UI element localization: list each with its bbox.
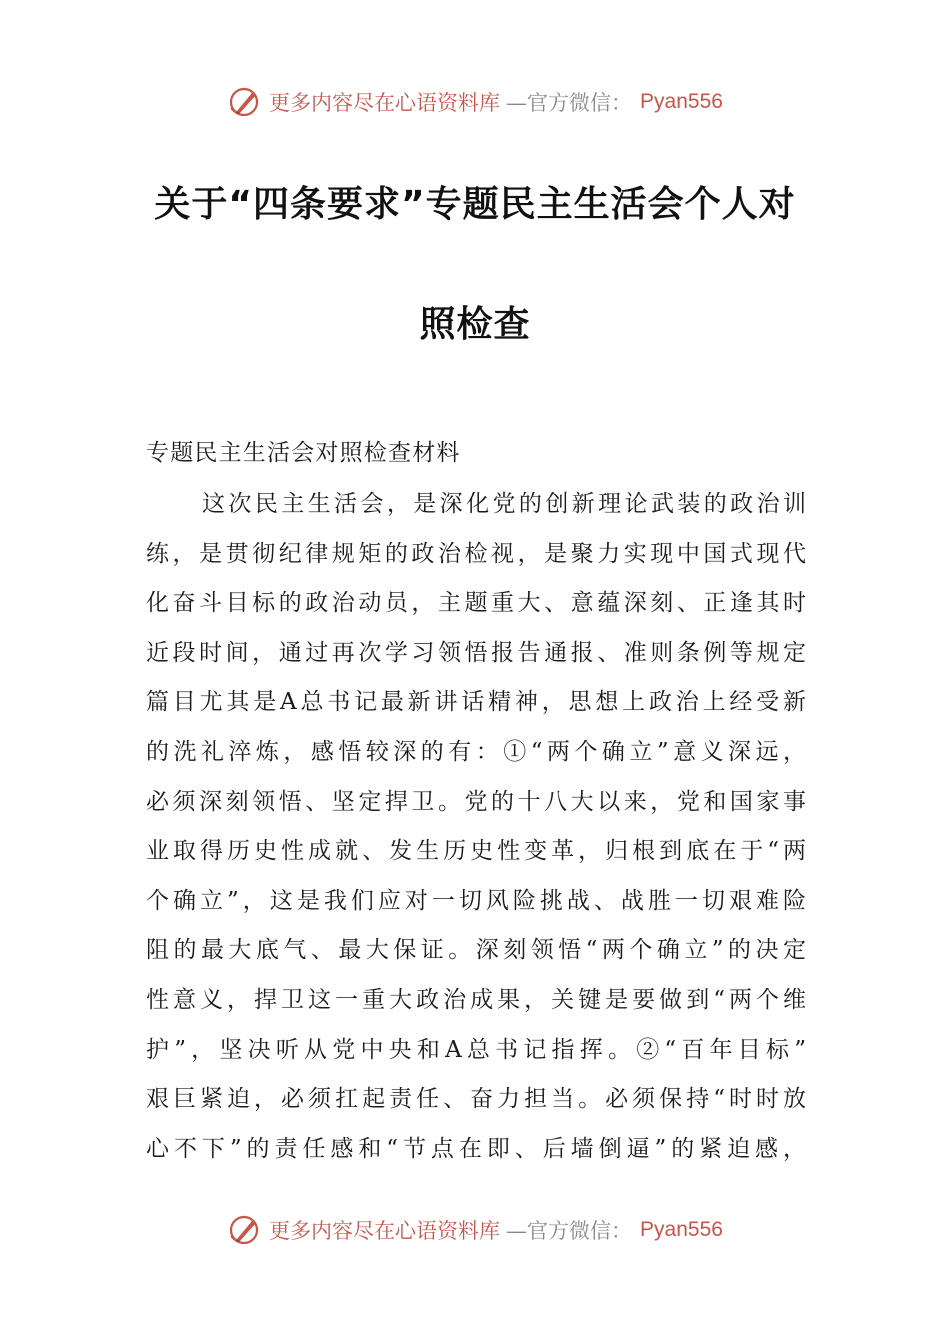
banner-slogan: 更多内容尽在心语资料库 bbox=[269, 91, 501, 115]
document-title-line-1: 关于“四条要求”专题民主生活会个人对 bbox=[154, 184, 796, 225]
body-line: 的洗礼淬炼，感悟较深的有：①“两个确立”意义深远， bbox=[146, 738, 806, 765]
body-line: 必须深刻领悟、坚定捍卫。党的十八大以来，党和国家事 bbox=[146, 788, 806, 815]
body-line: 性意义，捍卫这一重大政治成果，关键是要做到“两个维 bbox=[146, 986, 806, 1013]
banner-slogan: 更多内容尽在心语资料库 bbox=[269, 1219, 501, 1243]
body-line: 艰巨紧迫，必须扛起责任、奋力担当。必须保持“时时放 bbox=[146, 1086, 806, 1113]
body-line: 篇目尤其是A总书记最新讲话精神，思想上政治上经受新 bbox=[146, 689, 806, 716]
body-line: 心不下”的责任感和“节点在即、后墙倒逼”的紧迫感， bbox=[146, 1135, 806, 1162]
document-subtitle: 专题民主生活会对照检查材料 bbox=[146, 440, 461, 466]
body-line: 近段时间，通过再次学习领悟报告通报、准则条例等规定 bbox=[146, 639, 806, 666]
body-line: 业取得历史性成就、发生历史性变革，归根到底在于“两 bbox=[146, 838, 806, 865]
document-title-line-2: 照检查 bbox=[419, 304, 531, 345]
body-line: 这次民主生活会，是深化党的创新理论武装的政治训 bbox=[202, 491, 806, 517]
banner-wechat-id: Pyan556 bbox=[640, 90, 723, 113]
body-line: 化奋斗目标的政治动员，主题重大、意蕴深刻、正逢其时 bbox=[146, 590, 806, 617]
body-line: 阻的最大底气、最大保证。深刻领悟“两个确立”的决定 bbox=[146, 937, 806, 964]
banner-wechat-id: Pyan556 bbox=[640, 1218, 723, 1241]
footer-banner bbox=[0, 1210, 950, 1250]
pen-logo-icon bbox=[227, 84, 263, 120]
banner-wechat-label: —官方微信： bbox=[506, 91, 633, 115]
header-banner bbox=[0, 82, 950, 122]
document-body bbox=[146, 480, 806, 1174]
banner-wechat-label: —官方微信： bbox=[506, 1219, 633, 1243]
body-line: 个确立”，这是我们应对一切风险挑战、战胜一切艰难险 bbox=[146, 887, 806, 914]
pen-logo-icon bbox=[227, 1212, 263, 1248]
body-line: 练，是贯彻纪律规矩的政治检视，是聚力实现中国式现代 bbox=[146, 540, 806, 567]
body-line: 护”，坚决听从党中央和A总书记指挥。②“百年目标” bbox=[146, 1036, 806, 1063]
